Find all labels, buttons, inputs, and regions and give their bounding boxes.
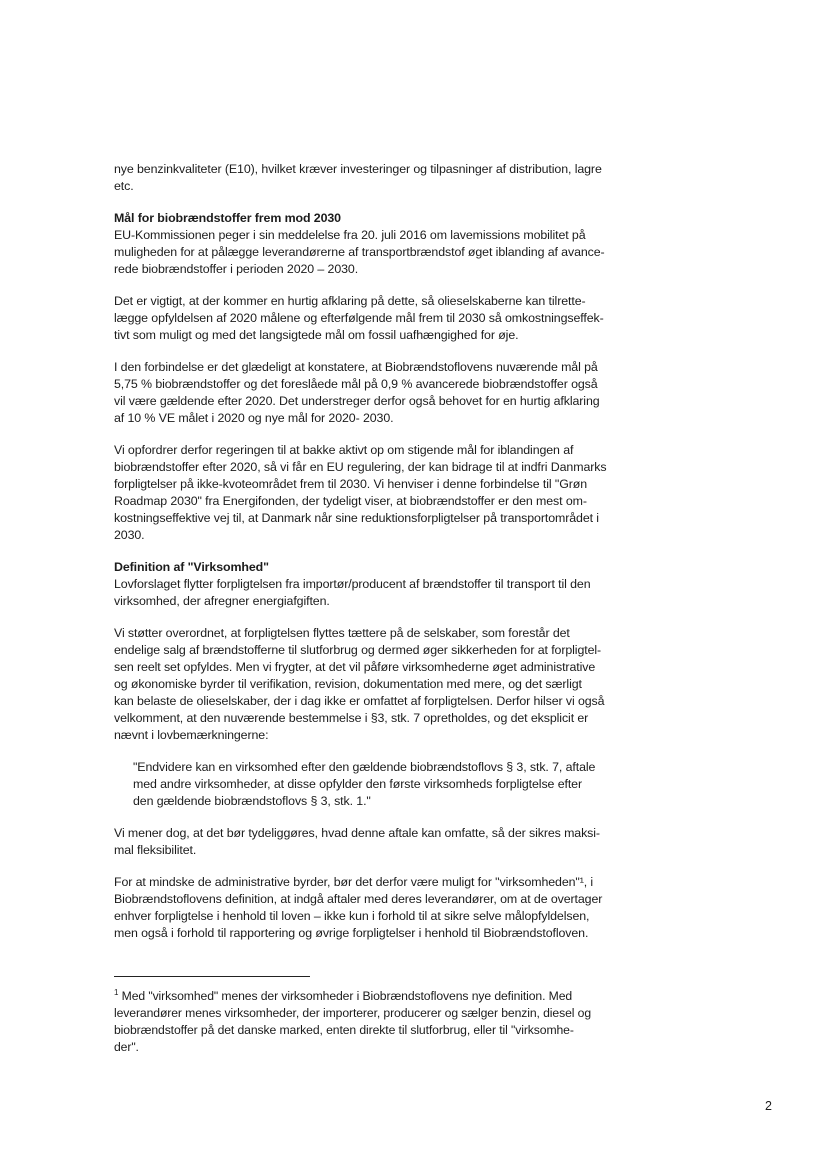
text-line: kostningseffektive vej til, at Danmark når sine reduktionsforpligtelser på transportområdet i <box>114 511 599 525</box>
text-line: virksomhed, der afregner energiafgiften. <box>114 594 330 608</box>
quote-line: den gældende biobrændstoflovs § 3, stk. 1." <box>133 794 371 808</box>
text-line: Biobrændstoflovens definition, at indgå aftaler med deres leverandører, om at de overtager <box>114 892 603 906</box>
text-line: nye benzinkvaliteter (E10), hvilket kræver investeringer og tilpasninger af distribution, lagre <box>114 162 602 176</box>
text-line: Det er vigtigt, at der kommer en hurtig afklaring på dette, så olieselskaberne kan tilrette- <box>114 294 586 308</box>
footnote-line: biobrændstoffer på det danske marked, enten direkte til slutforbrug, eller til "virksomhe- <box>114 1023 574 1037</box>
text-line: endelige salg af brændstofferne til slutforbrug og dermed øger sikkerheden for at forpligtel- <box>114 643 602 657</box>
footnote-line: leverandører menes virksomheder, der importerer, producerer og sælger benzin, diesel og <box>114 1006 592 1020</box>
text-line: Vi mener dog, at det bør tydeliggøres, hvad denne aftale kan omfatte, så der sikres maksi- <box>114 826 600 840</box>
footnote-divider <box>114 976 310 977</box>
text-line: kan belaste de olieselskaber, der i dag ikke er omfattet af forpligtelsen. Derfor hilser vi også <box>114 694 605 708</box>
text-line: muligheden for at pålægge leverandørerne af transportbrændstof øget iblanding af avance- <box>114 245 605 259</box>
text-line: For at mindske de administrative byrder, bør det derfor være muligt for "virksomheden"¹, i <box>114 875 594 889</box>
text-line: Roadmap 2030" fra Energifonden, der tydeligt viser, at biobrændstoffer er den mest om- <box>114 494 587 508</box>
text-line: Vi støtter overordnet, at forpligtelsen flyttes tættere på de selskaber, som forestår det <box>114 626 570 640</box>
text-line: etc. <box>114 179 134 193</box>
text-line: velkomment, at den nuværende bestemmelse i §3, stk. 7 opretholdes, og det eksplicit er <box>114 711 589 725</box>
text-line: forpligtelser på ikke-kvoteområdet frem til 2030. Vi henviser i denne forbindelse til "Grøn <box>114 477 588 491</box>
text-line: Lovforslaget flytter forpligtelsen fra importør/producent af brændstoffer til transport til den <box>114 577 591 591</box>
section-heading: Mål for biobrændstoffer frem mod 2030 <box>114 211 341 225</box>
text-line: men også i forhold til rapportering og øvrige forpligtelser i henhold til Biobrændstofloven. <box>114 926 589 940</box>
quote-line: "Endvidere kan en virksomhed efter den gældende biobrændstoflovs § 3, stk. 7, aftale <box>133 760 596 774</box>
footnote-line: $^1$ Med "virksomhed" menes der virksomheder i Biobrændstoflovens nye definition. Med <box>114 987 573 1003</box>
text-line: sen reelt set opfyldes. Men vi frygter, at det vil påføre virksomhederne øget administrative <box>114 660 596 674</box>
section-heading: Definition af "Virksomhed" <box>114 560 269 574</box>
page-number: 2 <box>765 1099 772 1113</box>
text-line: af 10 % VE målet i 2020 og nye mål for 2020- 2030. <box>114 411 394 425</box>
text-line: lægge opfyldelsen af 2020 målene og efterfølgende mål frem til 2030 så omkostningseffek- <box>114 311 604 325</box>
text-line: Vi opfordrer derfor regeringen til at bakke aktivt op om stigende mål for iblandingen af <box>114 443 574 457</box>
text-line: og økonomiske byrder til verifikation, revision, dokumentation med mere, og det særligt <box>114 677 582 691</box>
text-line: EU-Kommissionen peger i sin meddelelse fra 20. juli 2016 om lavemissions mobilitet på <box>114 228 586 242</box>
quote-line: med andre virksomheder, at disse opfylder den første virksomheds forpligtelse efter <box>133 777 582 791</box>
text-line: tivt som muligt og med det langsigtede mål om fossil uafhængighed for øje. <box>114 328 519 342</box>
text-line: 2030. <box>114 528 145 542</box>
footnote-line: der". <box>114 1040 139 1054</box>
text-line: mal fleksibilitet. <box>114 843 197 857</box>
text-line: vil være gældende efter 2020. Det understreger derfor også behovet for en hurtig afklaring <box>114 394 600 408</box>
text-line: I den forbindelse er det glædeligt at konstatere, at Biobrændstoflovens nuværende mål på <box>114 360 598 374</box>
text-line: enhver forpligtelse i henhold til loven – ikke kun i forhold til at sikre selve målopfyldelsen, <box>114 909 590 923</box>
text-line: nævnt i lovbemærkningerne: <box>114 728 269 742</box>
text-line: 5,75 % biobrændstoffer og det foreslåede mål på 0,9 % avancerede biobrændstoffer også <box>114 377 598 391</box>
footnote-marker: 1 <box>114 987 119 997</box>
text-line: rede biobrændstoffer i perioden 2020 – 2030. <box>114 262 359 276</box>
text-line: biobrændstoffer efter 2020, så vi får en EU regulering, der kan bidrage til at indfri Danmarks <box>114 460 607 474</box>
